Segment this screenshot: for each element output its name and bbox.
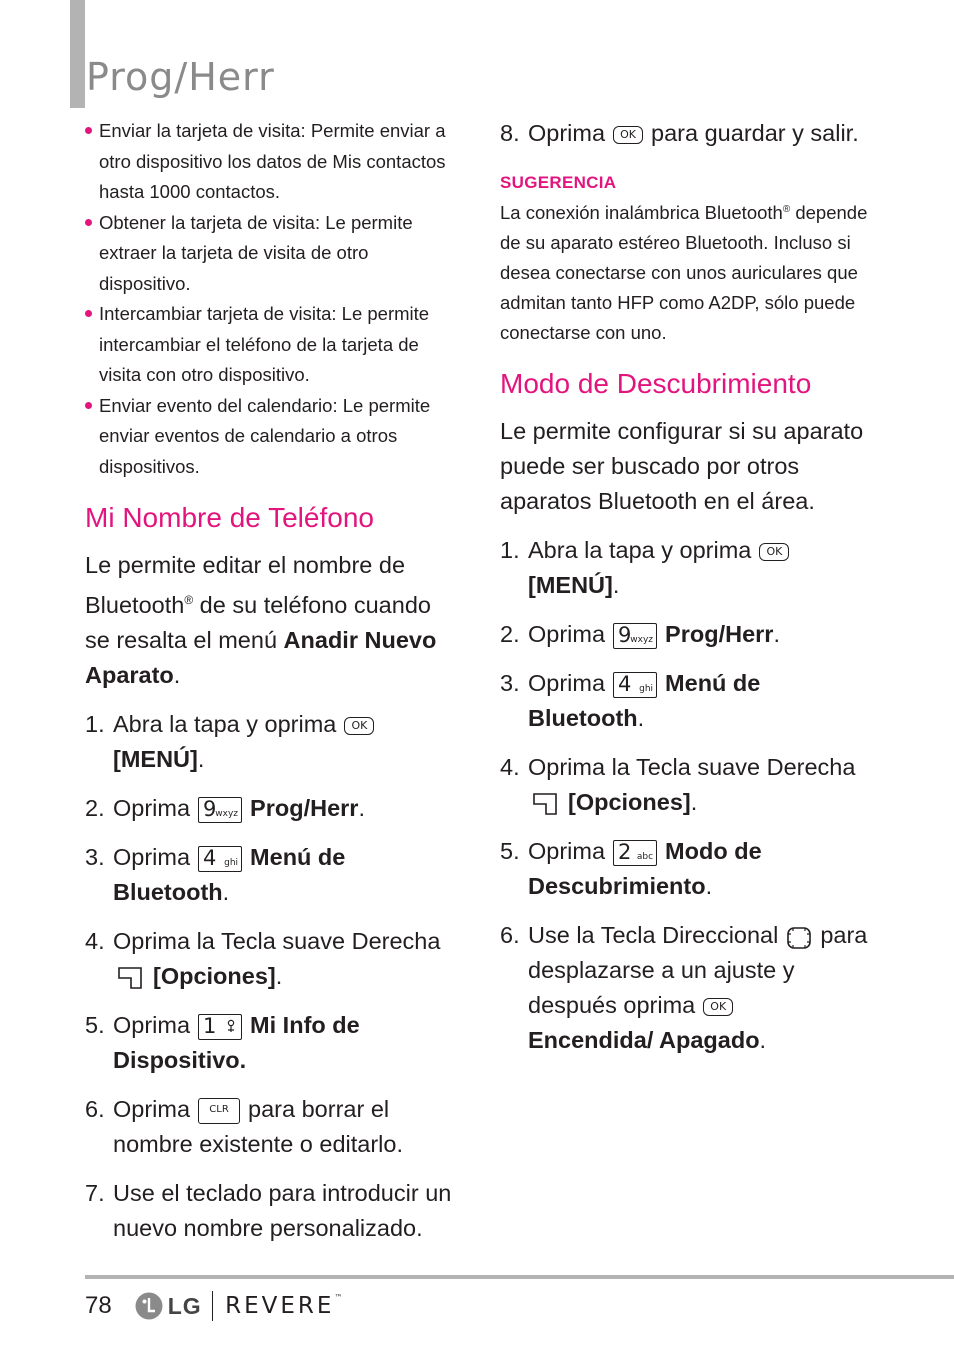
clr-key-icon: CLR <box>198 1098 240 1124</box>
key-1-icon: 1 <box>198 1014 242 1040</box>
page-number: 78 <box>85 1292 112 1319</box>
step-item: 5. Oprima 2 abc Modo de Descubrimiento. <box>500 838 762 900</box>
right-soft-key-icon <box>117 966 143 990</box>
ok-key-icon: OK <box>344 717 374 735</box>
ok-key-icon: OK <box>613 126 643 144</box>
lg-logo-icon <box>134 1291 164 1321</box>
section-title-mi-nombre: Mi Nombre de Teléfono <box>85 502 374 533</box>
list-item: Enviar evento del calendario: Le permite enviar eventos de calendario a otros dispositivos. <box>85 391 455 483</box>
footer-divider <box>85 1275 954 1279</box>
key-2-icon: 2 abc <box>613 840 657 866</box>
right-soft-key-icon <box>532 792 558 816</box>
key-4-icon: 4 ghi <box>198 846 242 872</box>
section-intro: Le permite configurar si su aparato puede ser buscado por otros aparatos Bluetooth en el área. <box>500 418 864 515</box>
section-title-modo-descubrimiento: Modo de Descubrimiento <box>500 368 812 400</box>
steps-list-left <box>85 707 455 1246</box>
list-item: Obtener la tarjeta de visita: Le permite extraer la tarjeta de visita de otro dispositivo. <box>85 208 455 300</box>
step-item: 2. Oprima 9 wxyz Prog/Herr. <box>500 621 780 648</box>
steps-list-right-top <box>500 116 880 151</box>
header-bar <box>70 0 85 108</box>
step-item: 4. Oprima la Tecla suave Derecha [Opciones]. <box>500 754 856 816</box>
logo-separator <box>212 1291 214 1321</box>
tip-label: SUGERENCIA <box>500 173 617 192</box>
bullet-list <box>85 116 455 482</box>
page-title: Prog/Herr <box>86 55 275 100</box>
step-item: 2. Oprima 9 wxyz Prog/Herr. <box>85 794 365 821</box>
step-item: 6. Use la Tecla Direccional para desplazarse a un ajuste y después oprima OK Encendida/ Apagado. <box>500 922 868 1054</box>
ok-key-icon: OK <box>703 998 733 1016</box>
step-item: 8. Oprima OK para guardar y salir. <box>500 120 859 146</box>
section-intro: Le permite editar el nombre de Bluetooth® de su teléfono cuando se resalta el menú Anadir Nuevo Aparato. <box>85 552 437 688</box>
steps-list-right <box>500 533 880 1058</box>
step-item: 1. Abra la tapa y oprima OK [MENÚ]. <box>500 533 880 603</box>
step-item: 3. Oprima 4 ghi Menú de Bluetooth. <box>85 843 346 905</box>
right-column <box>500 116 880 1058</box>
left-column <box>85 116 455 1246</box>
lg-logo <box>134 1291 202 1321</box>
step-item: 6. Oprima CLR para borrar el nombre existente o editarlo. <box>85 1095 403 1157</box>
list-item: Enviar la tarjeta de visita: Permite enviar a otro dispositivo los datos de Mis contactos hasta 1000 contactos. <box>85 116 455 208</box>
step-item: 5. Oprima 1 Mi Info de Dispositivo. <box>85 1011 360 1073</box>
key-9-icon: 9 wxyz <box>198 797 242 823</box>
step-item: 3. Oprima 4 ghi Menú de Bluetooth. <box>500 670 761 732</box>
list-item: Intercambiar tarjeta de visita: Le permite intercambiar el teléfono de la tarjeta de visita con otro dispositivo. <box>85 299 455 391</box>
ok-key-icon: OK <box>759 543 789 561</box>
footer <box>85 1289 345 1323</box>
product-name: REVERE™ <box>225 1293 346 1319</box>
key-4-icon: 4 ghi <box>613 672 657 698</box>
key-9-icon: 9 wxyz <box>613 623 657 649</box>
step-item: 4. Oprima la Tecla suave Derecha [Opciones]. <box>85 927 441 989</box>
tip-text: La conexión inalámbrica Bluetooth® depende de su aparato estéreo Bluetooth. Incluso si desea conectarse con unos auriculares que admitan tanto HFP como A2DP, sólo puede conectarse con uno. <box>500 202 868 344</box>
step-item: 7. Use el teclado para introducir un nuevo nombre personalizado. <box>85 1179 452 1241</box>
step-item: 1. Abra la tapa y oprima OK [MENÚ]. <box>85 707 455 777</box>
lg-brand-text: LG <box>167 1292 202 1319</box>
directional-key-icon <box>786 925 812 949</box>
